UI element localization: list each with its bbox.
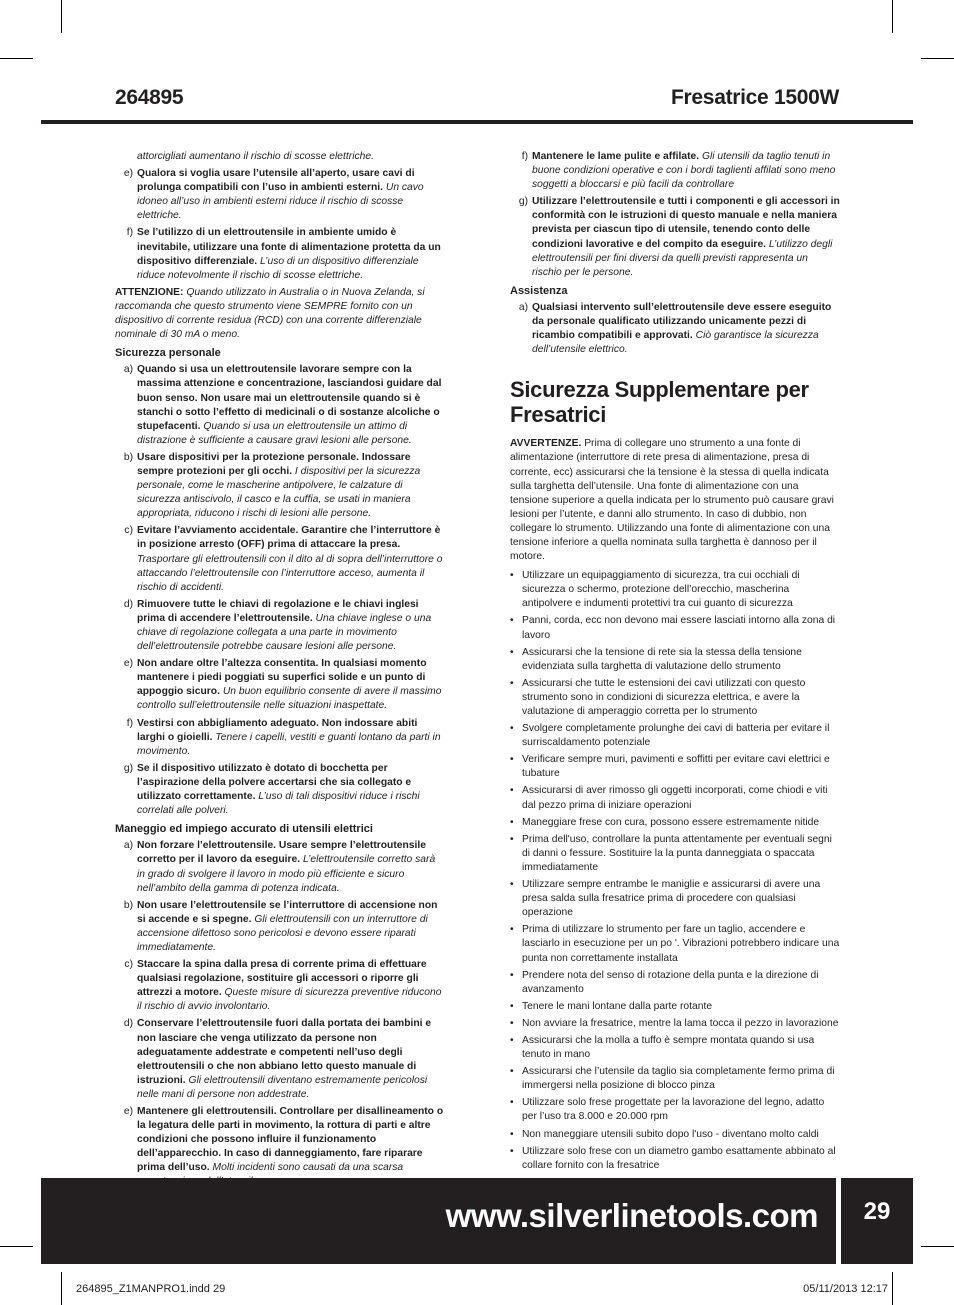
item-italic: Gli utensili da taglio tenuti in buone condizioni operative e con i bordi taglienti affilati sono meno soggetti a bloccarsi e più facili da controllare bbox=[532, 151, 836, 191]
bullet-text: Svolgere completamente prolunghe dei cavi di batteria per evitare il surriscaldamento potenziale bbox=[522, 723, 830, 749]
item-bold: Evitare l’avviamento accidentale. Garantire che l’interruttore è in posizione arresto (OFF) prima di attaccare la presa. bbox=[137, 525, 441, 551]
item-label: f) bbox=[126, 227, 133, 239]
item-label: a) bbox=[123, 840, 133, 852]
bullet-text: Prima dell'uso, controllare la punta attentamente per eventuali segni di danni o fessure. Sostituire la la punta danneggiata o spaccata immediatamente bbox=[522, 833, 832, 873]
item-bold: Mantenere le lame pulite e affilate. bbox=[532, 151, 700, 162]
bullet-item bbox=[510, 816, 840, 830]
item-bold: Qualsiasi intervento sull’elettroutensile deve essere eseguito da personale qualificato utilizzando unicamente pezzi di ricambio compatibili e approvati. bbox=[532, 301, 832, 342]
bullet-item bbox=[510, 878, 840, 920]
sicurezza-personale-list bbox=[115, 363, 445, 818]
bullet-icon: • bbox=[510, 833, 514, 845]
bullet-icon: • bbox=[510, 924, 514, 936]
section-heading: Sicurezza personale bbox=[115, 347, 221, 360]
bullet-text: Assicurarsi che la molla a tuffo è sempre montata quando si usa tenuto in mano bbox=[522, 1034, 815, 1061]
item-label: d) bbox=[123, 598, 133, 610]
bullet-icon: • bbox=[510, 615, 514, 627]
assistenza-list bbox=[510, 301, 840, 357]
footer-band bbox=[41, 1178, 836, 1264]
bullet-icon: • bbox=[510, 816, 514, 828]
item-bold: Se il dispositivo utilizzato è dotato di bocchetta per l’aspirazione della polvere accertarsi che sia collegato e utilizzato correttamente. bbox=[137, 762, 412, 803]
item-label: b) bbox=[123, 899, 133, 911]
item-italic: L’utilizzo degli elettroutensili per fini diversi da quelli previsti rappresenta un rischio per le persone. bbox=[532, 238, 833, 278]
list-item bbox=[115, 598, 445, 654]
item-label: a) bbox=[123, 364, 133, 376]
bullet-text: Utilizzare solo frese progettate per la lavorazione del legno, adatto per l’uso tra 8.000 e 20.000 rpm bbox=[522, 1097, 825, 1123]
continued-text: attorcigliati aumentano il rischio di scosse elettriche. bbox=[137, 151, 374, 162]
bullet-icon: • bbox=[510, 879, 514, 891]
item-italic: Trasportare gli elettroutensili con il dito al di sopra dell’interruttore o attaccando l’elettroutensile con l’interruttore acceso, aumenta il rischio di accidenti. bbox=[137, 553, 443, 593]
section-heading: Maneggio ed impiego accurato di utensili elettrici bbox=[115, 823, 373, 836]
item-label: g) bbox=[518, 196, 528, 208]
item-italic: L’elettroutensile corretto sarà in grado di svolgere il lavoro in modo più efficiente e sicuro nell’ambito della gamma di potenza indicata. bbox=[137, 854, 436, 894]
bullet-text: Utilizzare solo frese con un diametro gambo esattamente abbinato al collare fornito con la fresatrice bbox=[522, 1145, 836, 1171]
item-italic: Tenere i capelli, vestiti e guanti lontano da parti in movimento. bbox=[137, 731, 441, 757]
product-code: 264895 bbox=[115, 86, 184, 109]
page-number-box bbox=[841, 1178, 913, 1264]
bullet-icon: • bbox=[510, 677, 514, 689]
bullet-text: Utilizzare sempre entrambe le maniglie e assicurarsi di avere una presa salda sulla fresatrice prima di procedere con qualsiasi operazione bbox=[522, 879, 821, 919]
avvertenze-label: AVVERTENZE. bbox=[510, 438, 582, 450]
bullet-icon: • bbox=[510, 1000, 514, 1012]
item-bold: Conservare l’elettroutensile fuori dalla portata dei bambini e non lasciare che venga utilizzato da persone non adeguatamente addestrate e competenti nell’uso degli elettroutensili o che non abbiano letto questo manuale di istruzioni. bbox=[137, 1018, 432, 1086]
item-label: f) bbox=[126, 717, 133, 729]
item-italic: Quando si usa un elettroutensile un attimo di distrazione è sufficiente a causare gravi lesioni alle persone. bbox=[137, 420, 412, 446]
bullet-icon: • bbox=[510, 723, 514, 735]
item-label: b) bbox=[123, 451, 133, 463]
item-bold: Qualora si voglia usare l’utensile all’aperto, usare cavi di prolunga compatibili con l’uso in ambienti esterni. bbox=[137, 168, 415, 194]
list-item bbox=[115, 1105, 445, 1190]
section-heading: Assistenza bbox=[510, 284, 568, 297]
item-italic: Gli elettroutensili diventano estremamente pericolosi nelle mani di persone non addestrate. bbox=[137, 1074, 428, 1100]
bullet-icon: • bbox=[510, 969, 514, 981]
bullet-text: Assicurarsi di aver rimosso gli oggetti incorporati, come chiodi e viti dal pezzo prima di iniziare operazioni bbox=[522, 785, 828, 811]
bullet-text: Prendere nota del senso di rotazione della punta e la direzione di avanzamento bbox=[522, 969, 819, 995]
section-title: Sicurezza Supplementare per Fresatrici bbox=[510, 377, 809, 428]
bullet-item bbox=[510, 1065, 840, 1093]
bullet-item bbox=[510, 1034, 840, 1062]
item-italic: Un cavo idoneo all’uso in ambienti esterni riduce il rischio di scosse elettriche. bbox=[137, 182, 424, 222]
crop-mark bbox=[61, 0, 62, 33]
bullet-item bbox=[510, 753, 840, 781]
item-label: e) bbox=[123, 168, 133, 180]
item-bold: Staccare la spina dalla presa di corrente prima di effettuare qualsiasi regolazione, sostituire gli accessori o riporre gli attrezzi a motore. bbox=[137, 959, 427, 999]
bullet-text: Non avviare la fresatrice, mentre la lama tocca il pezzo in lavorazione bbox=[522, 1017, 839, 1029]
bullet-item bbox=[510, 1128, 840, 1142]
bullet-icon: • bbox=[510, 646, 514, 658]
avvertenze-paragraph bbox=[510, 437, 840, 564]
bullet-item bbox=[510, 1096, 840, 1124]
item-bold: Utilizzare l’elettroutensile e tutti i componenti e gli accessori in conformità con le istruzioni di questo manuale e nella maniera prevista per ciascun tipo di utensile, tenendo conto delle condizioni lavorative e del compito da eseguire. bbox=[532, 196, 840, 250]
bullet-item bbox=[510, 646, 840, 674]
list-item bbox=[510, 150, 840, 192]
item-bold: Usare dispositivi per la protezione personale. Indossare sempre protezioni per gli occhi. bbox=[137, 451, 411, 477]
attenzione-note bbox=[115, 286, 445, 342]
item-italic: I dispositivi per la sicurezza personale, come le mascherine antipolvere, le calzature di sicurezza antiscivolo, il casco e la cuffia, se usati in maniera appropriata, riducono i rischi di lesioni alle persone. bbox=[137, 465, 421, 520]
item-label: f) bbox=[521, 151, 528, 162]
avvertenze-text: Prima di collegare uno strumento a una fonte di alimentazione (interruttore di rete presa di alimentazione, presa di corrente, ecc) assicurarsi che la tensione è la stessa di quella indicata sulla targhetta dell’utensile. Una fonte di alimentazione con una tensione superiore a quella indicata per lo strumento può causare gravi lesioni per l’utente, e danni allo strumento. In caso di dubbio, non collegare lo strumento. Utilizzando una fonte di alimentazione con una tensione inferiore a quella nominata sulla targhetta è dannoso per il motore. bbox=[510, 438, 834, 563]
bullet-icon: • bbox=[510, 1017, 514, 1029]
item-bold: Se l’utilizzo di un elettroutensile in ambiente umido è inevitabile, utilizzare una fonte di alimentazione protetta da un dispositivo differenziale. bbox=[137, 227, 441, 267]
list-item bbox=[115, 363, 445, 448]
bullet-item bbox=[510, 923, 840, 965]
list-item bbox=[115, 150, 445, 164]
item-label: c) bbox=[124, 525, 133, 537]
item-italic: Un buon equilibrio consente di avere il massimo controllo sull’elettroutensile nelle situazioni inaspettate. bbox=[137, 686, 442, 712]
bullet-icon: • bbox=[510, 1034, 514, 1046]
item-italic: Ciò garantisce la sicurezza dell’utensile elettrico. bbox=[532, 330, 819, 356]
item-bold: Non andare oltre l’altezza consentita. In qualsiasi momento mantenere i piedi poggiati su superfici solide e un punto di appoggio sicuro. bbox=[137, 658, 427, 698]
list-item bbox=[115, 167, 445, 223]
bullet-item bbox=[510, 569, 840, 611]
bullet-item bbox=[510, 1000, 840, 1014]
bullet-item bbox=[510, 677, 840, 719]
website-url[interactable]: www.silverlinetools.com bbox=[445, 1197, 818, 1234]
bullet-text: Non maneggiare utensili subito dopo l'uso - diventano molto caldi bbox=[522, 1128, 819, 1140]
list-item bbox=[510, 301, 840, 357]
item-bold: Vestirsi con abbigliamento adeguato. Non indossare abiti larghi o gioielli. bbox=[137, 717, 418, 743]
bullet-text: Verificare sempre muri, pavimenti e soffitti per evitare cavi elettrici e tubature bbox=[522, 754, 830, 780]
attenzione-text: Quando utilizzato in Australia o in Nuova Zelanda, si raccomanda che questo strumento viene SEMPRE fornito con un dispositivo di corrente residua (RCD) con una corrente differenziale nominale di 30 mA o meno. bbox=[115, 286, 425, 341]
item-bold: Quando si usa un elettroutensile lavorare sempre con la massima attenzione e concentrazione, lasciandosi guidare dal buon senso. Non usare mai un elettroutensile quando si è stanchi o sotto l’effetto di medicinali o di sostanze alcoliche o stupefacenti. bbox=[137, 364, 442, 432]
list-item bbox=[115, 1017, 445, 1102]
maneggio-list bbox=[115, 839, 445, 1189]
crop-mark bbox=[921, 58, 954, 59]
item-label: a) bbox=[518, 301, 528, 313]
item-label: e) bbox=[123, 658, 133, 670]
bullet-item bbox=[510, 1145, 840, 1173]
item-italic: L’uso di tali dispositivi riduce i rischi correlati alle polveri. bbox=[137, 791, 420, 817]
header-rule bbox=[41, 120, 913, 124]
bullet-icon: • bbox=[510, 1145, 514, 1157]
bullet-text: Maneggiare frese con cura, possono essere estremamente nitide bbox=[522, 816, 820, 828]
bullet-list bbox=[510, 569, 840, 1173]
list-item bbox=[115, 451, 445, 521]
list-item bbox=[510, 195, 840, 280]
item-label: c) bbox=[124, 959, 133, 971]
item-bold: Rimuovere tutte le chiavi di regolazione e le chiavi inglesi prima di accendere l’elettroutensile. bbox=[137, 598, 419, 624]
list-item bbox=[115, 717, 445, 759]
attenzione-label: ATTENZIONE: bbox=[115, 286, 184, 298]
bullet-text: Assicurarsi che la tensione di rete sia la stessa della tensione evidenziata sulla targhetta di valutazione dello strumento bbox=[522, 646, 802, 672]
bullet-text: Assicurarsi che l’utensile da taglio sia completamente fermo prima di immergersi nella posizione di blocco pinza bbox=[522, 1066, 835, 1092]
product-title: Fresatrice 1500W bbox=[671, 86, 839, 109]
item-label: e) bbox=[123, 1106, 133, 1117]
list-item bbox=[115, 657, 445, 713]
crop-mark bbox=[61, 1272, 62, 1305]
list-item bbox=[115, 226, 445, 282]
list-item bbox=[115, 958, 445, 1014]
bullet-item bbox=[510, 1017, 840, 1031]
left-column bbox=[115, 150, 445, 1193]
bullet-text: Panni, corda, ecc non devono mai essere lasciati intorno alla zona di lavoro bbox=[522, 615, 836, 641]
crop-mark bbox=[0, 58, 33, 59]
item-bold: Non forzare l’elettroutensile. Usare sempre l’elettroutensile corretto per il lavoro da eseguire. bbox=[137, 840, 426, 866]
bullet-text: Assicurarsi che tutte le estensioni dei cavi utilizzati con questo strumento sono in condizioni di sicurezza elettrica, e avere la valutazione di amperaggio corretta per lo strumento bbox=[522, 677, 806, 717]
item-italic: Una chiave inglese o una chiave di regolazione collegata a una parte in movimento dell’elettroutensile potrebbe causare lesioni alle persone. bbox=[137, 612, 432, 653]
bullet-icon: • bbox=[510, 1066, 514, 1078]
bullet-text: Utilizzare un equipaggiamento di sicurezza, tra cui occhiali di sicurezza o schermo, protezione dell’orecchio, mascherina antipolvere e indumenti protettivi tra cui guanto di sicurezza bbox=[522, 570, 800, 610]
bullet-icon: • bbox=[510, 570, 514, 582]
item-italic: Molti incidenti sono causati da una scarsa bbox=[212, 1162, 404, 1174]
bullet-item bbox=[510, 784, 840, 812]
item-italic: Gli elettroutensili con un interruttore di accensione difettoso sono pericolosi e devono essere riparati immediatamente. bbox=[137, 913, 428, 953]
list-item bbox=[115, 762, 445, 818]
bullet-icon: • bbox=[510, 1097, 514, 1109]
item-label: d) bbox=[123, 1018, 133, 1030]
slug-date: 05/11/2013 12:17 bbox=[803, 1283, 888, 1295]
item-bold: Non usare l’elettroutensile se l’interruttore di accensione non si accende e si spegne. bbox=[137, 899, 438, 925]
crop-mark bbox=[0, 1246, 33, 1247]
item-italic: L’uso di un dispositivo differenziale riduce notevolmente il rischio di scosse elettriche. bbox=[137, 255, 419, 281]
item-italic: Queste misure di sicurezza preventive riducono il rischio di avvio involontario. bbox=[137, 987, 442, 1013]
bullet-icon: • bbox=[510, 754, 514, 766]
list-item bbox=[115, 524, 445, 594]
bullet-item bbox=[510, 722, 840, 750]
crop-mark bbox=[921, 1246, 954, 1247]
right-column bbox=[510, 150, 840, 1176]
item-label: g) bbox=[123, 762, 133, 774]
bullet-text: Tenere le mani lontane dalla parte rotante bbox=[522, 1000, 713, 1012]
bullet-text: Prima di utilizzare lo strumento per fare un taglio, accendere e lasciarlo in esecuzione per un po '. Vibrazioni potrebbero indicare una punta non correttamente installata bbox=[522, 924, 840, 964]
crop-mark bbox=[892, 1272, 893, 1305]
bullet-item bbox=[510, 969, 840, 997]
crop-mark bbox=[892, 0, 893, 33]
page-number: 29 bbox=[863, 1198, 891, 1225]
bullet-item bbox=[510, 614, 840, 642]
bullet-icon: • bbox=[510, 1128, 514, 1140]
list-item bbox=[115, 899, 445, 955]
slug-file: 264895_Z1MANPRO1.indd 29 bbox=[76, 1283, 226, 1295]
item-bold: Mantenere gli elettroutensili. Controllare per disallineamento o la legatura delle parti in movimento, la rottura di parti e altre condizioni che possono influire il funzionamento dell’apparecchio. In caso di danneggiamento, fare riparare prima dell’uso. bbox=[137, 1106, 444, 1174]
right-items-list bbox=[510, 150, 840, 280]
bullet-item bbox=[510, 833, 840, 875]
list-item bbox=[115, 839, 445, 895]
bullet-icon: • bbox=[510, 785, 514, 797]
